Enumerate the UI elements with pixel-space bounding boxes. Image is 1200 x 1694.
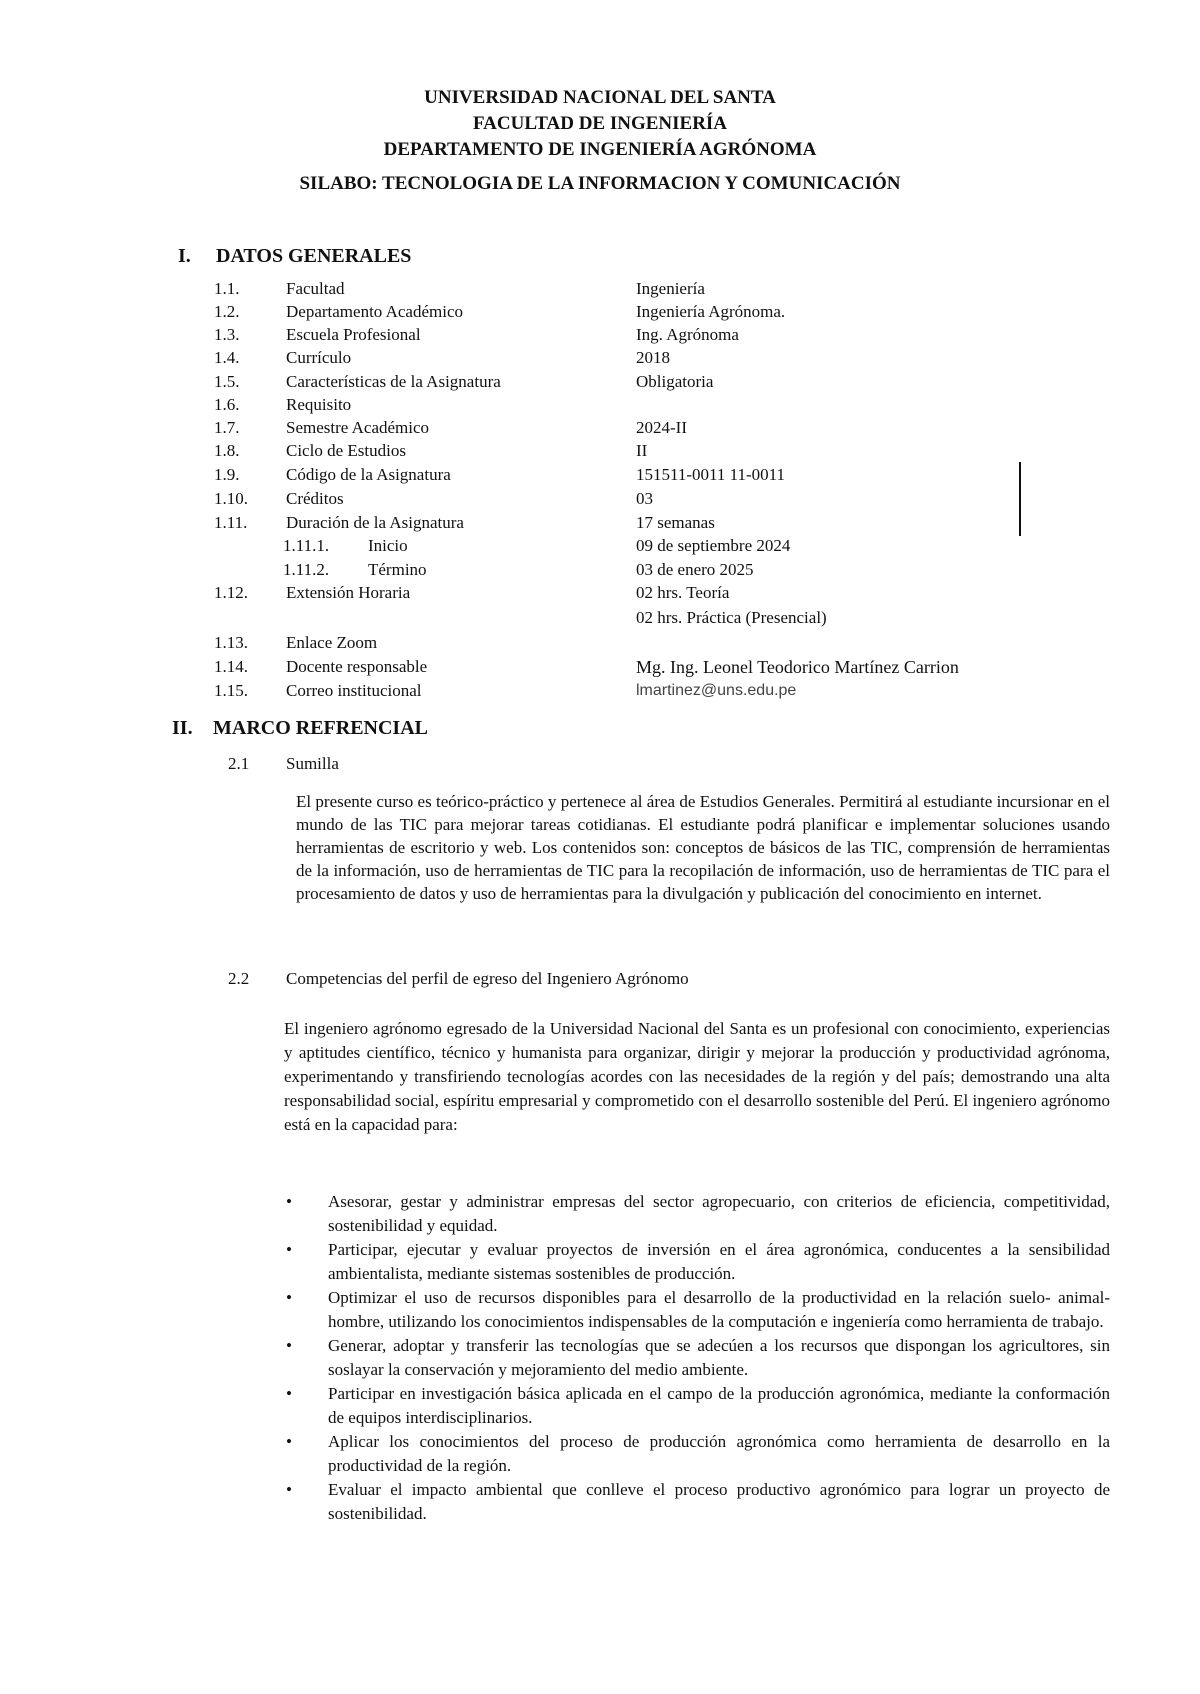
row-value: 02 hrs. Teoría	[636, 583, 730, 602]
row-number: 1.6.	[214, 395, 240, 414]
row-label: Currículo	[286, 348, 352, 367]
data-row-start	[0, 534, 1200, 558]
row-number: 1.4.	[214, 348, 240, 367]
row-label: Correo institucional	[286, 681, 422, 700]
data-row-email	[0, 679, 1200, 703]
row-number: 1.1.	[214, 279, 240, 298]
subsection-title: Sumilla	[286, 754, 339, 773]
row-number: 1.11.2.	[283, 560, 330, 579]
list-item: • Aplicar los conocimientos del proceso de producción agronómica como herramienta de desarrollo en la productividad de la región.	[286, 1432, 1110, 1475]
row-number: 1.7.	[214, 418, 240, 437]
subsection-title: Competencias del perfil de egreso del Ingeniero Agrónomo	[286, 969, 689, 988]
data-row-hours	[0, 581, 1200, 605]
row-value: 2018	[636, 348, 670, 367]
data-row-end	[0, 558, 1200, 582]
department-name: DEPARTAMENTO DE INGENIERÍA AGRÓNOMA	[383, 139, 817, 160]
bullet-icon: •	[286, 1384, 292, 1403]
subsection-number: 2.1	[228, 754, 250, 773]
row-number: 1.12.	[214, 583, 248, 602]
section-1-title: DATOS GENERALES	[216, 245, 412, 267]
row-number: 1.14.	[214, 657, 248, 676]
row-label: Extensión Horaria	[286, 583, 411, 602]
email-link[interactable]: lmartinez@uns.edu.pe	[636, 682, 797, 699]
row-value: Ingeniería	[636, 279, 705, 298]
row-number: 1.10.	[214, 489, 248, 508]
row-number: 1.3.	[214, 325, 240, 344]
row-value: 09 de septiembre 2024	[636, 536, 791, 555]
section-1-number: I.	[178, 245, 191, 267]
row-label: Docente responsable	[286, 657, 428, 676]
bullet-icon: •	[286, 1240, 292, 1259]
row-value: 17 semanas	[636, 513, 715, 532]
row-label: Semestre Académico	[286, 418, 430, 437]
data-row-hours-practice	[0, 606, 1200, 630]
bullet-icon: •	[286, 1192, 292, 1211]
section-2-title: MARCO REFRENCIAL	[213, 717, 428, 739]
row-value: Obligatoria	[636, 372, 714, 391]
university-name: UNIVERSIDAD NACIONAL DEL SANTA	[424, 87, 776, 108]
bullet-icon: •	[286, 1480, 292, 1499]
row-label: Departamento Académico	[286, 302, 464, 321]
row-label: Escuela Profesional	[286, 325, 421, 344]
row-label: Créditos	[286, 489, 344, 508]
row-label: Enlace Zoom	[286, 633, 378, 652]
list-item: • Optimizar el uso de recursos disponibles para el desarrollo de la productividad en la relación suelo- animal- hombre, utilizando los conocimientos indispensables de la computación e ingeniería como herramienta de trabajo.	[286, 1288, 1110, 1331]
list-item: • Generar, adoptar y transferir las tecnologías que se adecúen a los recursos que dispongan los agricultores, sin soslayar la conservación y mejoramiento del medio ambiente.	[286, 1336, 1110, 1379]
data-row-school	[0, 323, 1200, 347]
list-item: • Participar en investigación básica aplicada en el campo de la producción agronómica, mediante la conformación de equipos interdisciplinarios.	[286, 1384, 1110, 1427]
row-value: 02 hrs. Práctica (Presencial)	[636, 608, 827, 627]
row-label: Inicio	[368, 536, 408, 555]
subsection-number: 2.2	[228, 969, 250, 988]
data-row-cycle	[0, 439, 1200, 463]
bullet-icon: •	[286, 1336, 292, 1355]
bullet-icon: •	[286, 1288, 292, 1307]
row-value: Ingeniería Agrónoma.	[636, 302, 786, 321]
list-item: • Asesorar, gestar y administrar empresas del sector agropecuario, con criterios de eficiencia, competitividad, sostenibilidad y equidad.	[286, 1192, 1110, 1235]
faculty-name: FACULTAD DE INGENIERÍA	[472, 113, 728, 134]
subsection-2-2-heading	[0, 967, 1200, 991]
section-2-number: II.	[172, 717, 193, 739]
subsection-2-1-heading	[0, 752, 1200, 776]
row-value: II	[636, 441, 648, 460]
list-item: • Participar, ejecutar y evaluar proyectos de inversión en el área agronómica, conducentes a la sensibilidad ambientalista, mediante sistemas sostenibles de producción.	[286, 1240, 1110, 1283]
row-label: Ciclo de Estudios	[286, 441, 406, 460]
row-label: Requisito	[286, 395, 352, 414]
row-number: 1.11.	[214, 513, 248, 532]
bullet-icon: •	[286, 1432, 292, 1451]
data-row-semester	[0, 416, 1200, 440]
competencies-list	[286, 1190, 1110, 1526]
row-label: Facultad	[286, 279, 345, 298]
row-number: 1.11.1.	[283, 536, 330, 555]
row-label: Término	[368, 560, 427, 579]
syllabus-title: SILABO: TECNOLOGIA DE LA INFORMACION Y COMUNICACIÓN	[299, 173, 901, 194]
data-row-requirement	[0, 393, 1200, 417]
row-label: Duración de la Asignatura	[286, 513, 464, 532]
row-value: 2024-II	[636, 418, 687, 437]
row-value: 03 de enero 2025	[636, 560, 754, 579]
row-value: 03	[636, 489, 653, 508]
row-number: 1.8.	[214, 441, 240, 460]
row-label: Características de la Asignatura	[286, 372, 501, 391]
row-number: 1.9.	[214, 465, 240, 484]
vertical-rule	[1019, 462, 1021, 536]
row-value: Ing. Agrónoma	[636, 325, 739, 344]
row-value: 151511-0011 11-0011	[636, 465, 786, 484]
data-row-teacher	[0, 655, 1200, 679]
data-row-faculty	[0, 277, 1200, 301]
data-row-characteristics	[0, 370, 1200, 394]
data-row-zoom-link	[0, 631, 1200, 655]
data-row-department	[0, 300, 1200, 324]
row-number: 1.13.	[214, 633, 248, 652]
row-number: 1.15.	[214, 681, 248, 700]
row-label: Código de la Asignatura	[286, 465, 451, 484]
row-number: 1.5.	[214, 372, 240, 391]
list-item: • Evaluar el impacto ambiental que conlleve el proceso productivo agronómico para lograr un proyecto de sostenibilidad.	[286, 1480, 1110, 1523]
competencies-paragraph: El ingeniero agrónomo egresado de la Universidad Nacional del Santa es un profesional con conocimiento, experiencias y aptitudes científico, técnico y humanista para organizar, dirigir y mejorar la producción y productividad agrónoma, experimentando y transfiriendo tecnologías acordes con las necesidades de la región y del país; demostrando una alta responsabilidad social, espíritu empresarial y comprometido con el desarrollo sostenible del Perú. El ingeniero agrónomo está en la capacidad para:	[284, 1019, 1110, 1134]
sumilla-paragraph: El presente curso es teórico-práctico y pertenece al área de Estudios Generales. Permitirá al estudiante incursionar en el mundo de las TIC para mejorar tareas cotidianas. El estudiante podrá planificar e implementar soluciones usando herramientas de escritorio y web. Los contenidos son: conceptos de básicos de las TIC, comprensión de herramientas de la información, uso de herramientas de TIC para la recopilación de información, uso de herramientas de TIC para el procesamiento de datos y uso de herramientas para la divulgación y publicación del conocimiento en internet.	[296, 792, 1110, 903]
row-value: Mg. Ing. Leonel Teodorico Martínez Carrion	[636, 657, 959, 677]
row-number: 1.2.	[214, 302, 240, 321]
data-row-curriculum	[0, 346, 1200, 370]
